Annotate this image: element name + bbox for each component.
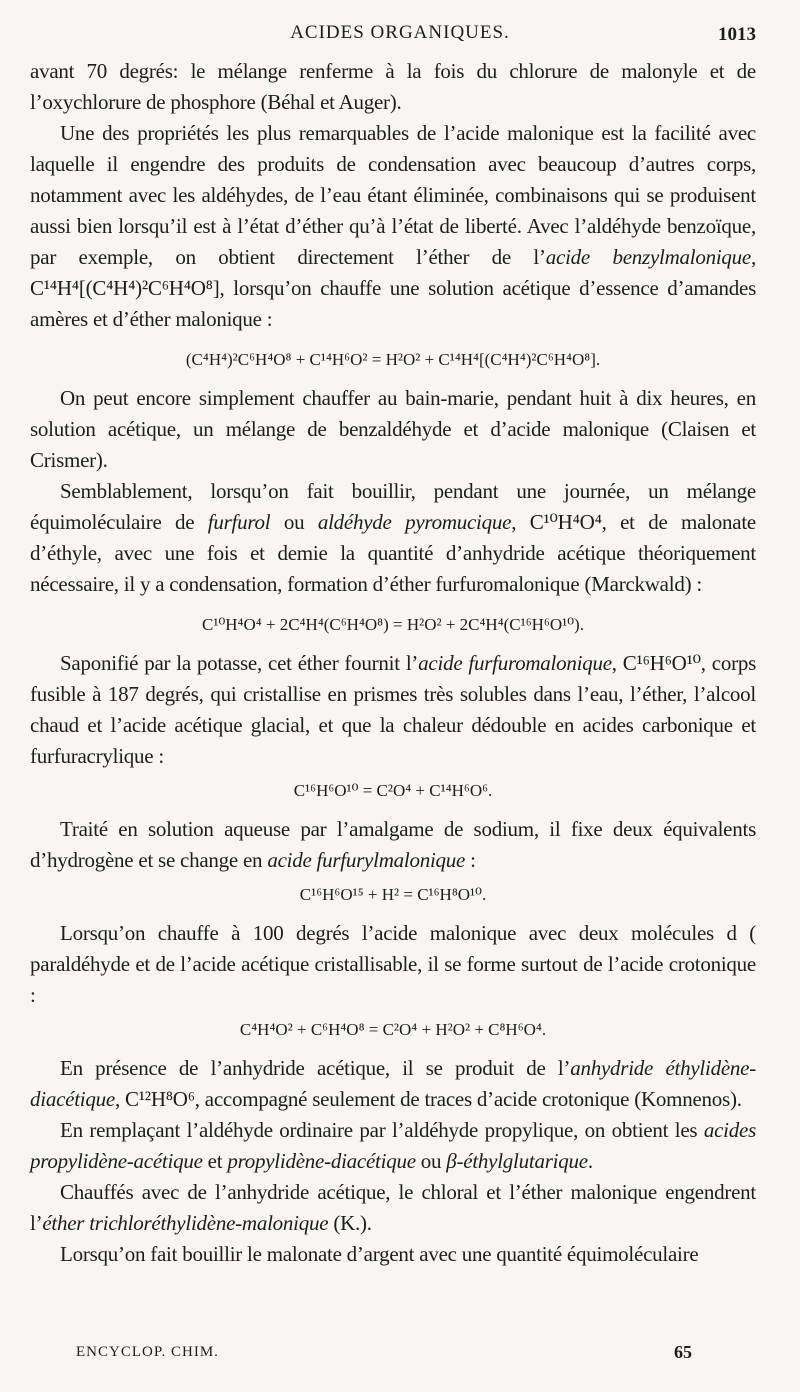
paragraph-3 bbox=[30, 383, 756, 476]
paragraph-8 bbox=[30, 1053, 756, 1115]
compound-name-aldehyde-pyromucique: aldéhyde pyromucique bbox=[317, 510, 512, 534]
compound-name-ethylglutarique: β-éthylglutarique bbox=[446, 1149, 588, 1173]
running-title: ACIDES ORGANIQUES. bbox=[290, 22, 510, 43]
paragraph-3-text: On peut encore simplement chauffer au bain-marie, pendant huit à dix heures, en solution acétique, un mélange de benzaldéhyde et d’acide malonique (Claisen et Crismer). bbox=[30, 386, 756, 472]
paragraph-11-text: Lorsqu’on fait bouillir le malonate d’argent avec une quantité équimoléculaire bbox=[60, 1242, 699, 1266]
formula-1: (C⁴H⁴)²C⁶H⁴O⁸ + C¹⁴H⁶O² = H²O² + C¹⁴H⁴[(C⁴H⁴)²C⁶H⁴O⁸]. bbox=[185, 350, 601, 369]
running-header bbox=[30, 22, 770, 52]
compound-name-trichlorethylidene-malonique: éther trichloréthylidène-malonique bbox=[42, 1211, 329, 1235]
page-number: 1013 bbox=[718, 24, 756, 45]
compound-name-furfuromalonique: acide furfuromalonique bbox=[418, 651, 612, 675]
footer-signature-text: ENCYCLOP. CHIM. bbox=[76, 1344, 219, 1360]
paragraph-6-text-a: Traité en solution aqueuse par l’amalgame de sodium, il fixe deux équivalents d’hydrogène et se change en bbox=[30, 817, 756, 872]
formula-3: C¹⁶H⁶O¹⁰ = C²O⁴ + C¹⁴H⁶O⁶. bbox=[293, 781, 493, 800]
paragraph-5 bbox=[30, 648, 756, 772]
formula-2: C¹⁰H⁴O⁴ + 2C⁴H⁴(C⁶H⁴O⁸) = H²O² + 2C⁴H⁴(C¹⁶H⁶O¹⁰). bbox=[202, 615, 584, 634]
paragraph-11 bbox=[30, 1239, 756, 1270]
paragraph-10 bbox=[30, 1177, 756, 1239]
paragraph-5-text-a: Saponifié par la potasse, cet éther fournit l’ bbox=[60, 651, 419, 675]
paragraph-10-text-b: (K.). bbox=[328, 1211, 372, 1235]
paragraph-9-text-a: En remplaçant l’aldéhyde ordinaire par l’aldéhyde propylique, on obtient les bbox=[60, 1118, 704, 1142]
compound-name-furfurol: furfurol bbox=[207, 510, 271, 534]
paragraph-9-text-d: . bbox=[587, 1149, 593, 1173]
paragraph-6-text-b: : bbox=[465, 848, 476, 872]
paragraph-4-text-b: ou bbox=[270, 510, 318, 534]
paragraph-2 bbox=[30, 118, 756, 335]
paragraph-9-text-b: et bbox=[202, 1149, 228, 1173]
paragraph-10-text-a: Chauffés avec de l’anhydride acétique, le chloral et l’éther malonique engendrent l’ bbox=[30, 1180, 756, 1235]
paragraph-4-text-a: Semblablement, lorsqu’on fait bouillir, pendant une journée, un mélange équimoléculaire de bbox=[30, 479, 756, 534]
compound-name-furfurylmalonique: acide furfurylmalonique bbox=[267, 848, 466, 872]
paragraph-8-text-b: , C¹²H⁸O⁶, accompagné seulement de traces d’acide crotonique (Komnenos). bbox=[114, 1087, 742, 1111]
page-footer bbox=[76, 1342, 692, 1370]
paragraph-2-text-a: Une des propriétés les plus remarquables de l’acide malonique est la facilité avec laquelle il engendre des produits de condensation avec beaucoup d’autres corps, notamment avec les aldéhydes, de l’eau étant éliminée, combinaisons qui se produisent aussi bien lorsqu’il est à l’état d’éther qu’à l’état de liberté. Avec l’aldéhyde benzoïque, par exemple, on obtient directement l’éther de l’ bbox=[30, 121, 756, 269]
paragraph-6 bbox=[30, 814, 756, 876]
body-text bbox=[30, 56, 756, 1270]
paragraph-1 bbox=[30, 56, 756, 118]
paragraph-5-text-b: , C¹⁶H⁶O¹⁰, corps fusible à 187 degrés, qui cristallise en prismes très solubles dans l’eau, l’éther, l’alcool chaud et l’acide acétique glacial, et que la chaleur dédouble en acides carbonique et furfuracrylique : bbox=[30, 651, 757, 768]
compound-name-propylidene-diacetique: propylidène-diacétique bbox=[227, 1149, 416, 1173]
paragraph-9 bbox=[30, 1115, 756, 1177]
paragraph-8-text-a: En présence de l’anhydride acétique, il se produit de l’ bbox=[60, 1056, 571, 1080]
footer-sheet-number: 65 bbox=[674, 1342, 692, 1362]
compound-name-benzylmalonique: acide benzylmalonique bbox=[545, 245, 751, 269]
paragraph-1-text: avant 70 degrés: le mélange renferme à la fois du chlorure de malonyle et de l’oxychlorure de phosphore (Béhal et Auger). bbox=[30, 59, 756, 114]
paragraph-7 bbox=[30, 918, 756, 1011]
formula-5: C⁴H⁴O² + C⁶H⁴O⁸ = C²O⁴ + H²O² + C⁸H⁶O⁴. bbox=[239, 1020, 547, 1039]
paragraph-2-text-b: , C¹⁴H⁴[(C⁴H⁴)²C⁶H⁴O⁸], lorsqu’on chauffe une solution acétique d’essence d’amandes amères et d’éther malonique : bbox=[30, 245, 756, 331]
paragraph-4-text-c: , C¹⁰H⁴O⁴, et de malonate d’éthyle, avec une fois et demie la quantité d’anhydride acétique théoriquement nécessaire, il y a condensation, formation d’éther furfuromalonique (Marckwald) : bbox=[30, 510, 757, 596]
formula-4: C¹⁶H⁶O¹⁵ + H² = C¹⁶H⁸O¹⁰. bbox=[299, 885, 487, 904]
paragraph-4 bbox=[30, 476, 756, 600]
compound-name-ethylidene-diacetique: anhydride éthylidène-diacétique bbox=[30, 1056, 756, 1111]
paragraph-7-text: Lorsqu’on chauffe à 100 degrés l’acide malonique avec deux molécules d ( paraldéhyde et de l’acide acétique cristallisable, il se forme surtout de l’acide crotonique : bbox=[30, 921, 756, 1007]
paragraph-9-text-c: ou bbox=[415, 1149, 447, 1173]
compound-name-propylidene-acetique: acides propylidène-acétique bbox=[30, 1118, 756, 1173]
